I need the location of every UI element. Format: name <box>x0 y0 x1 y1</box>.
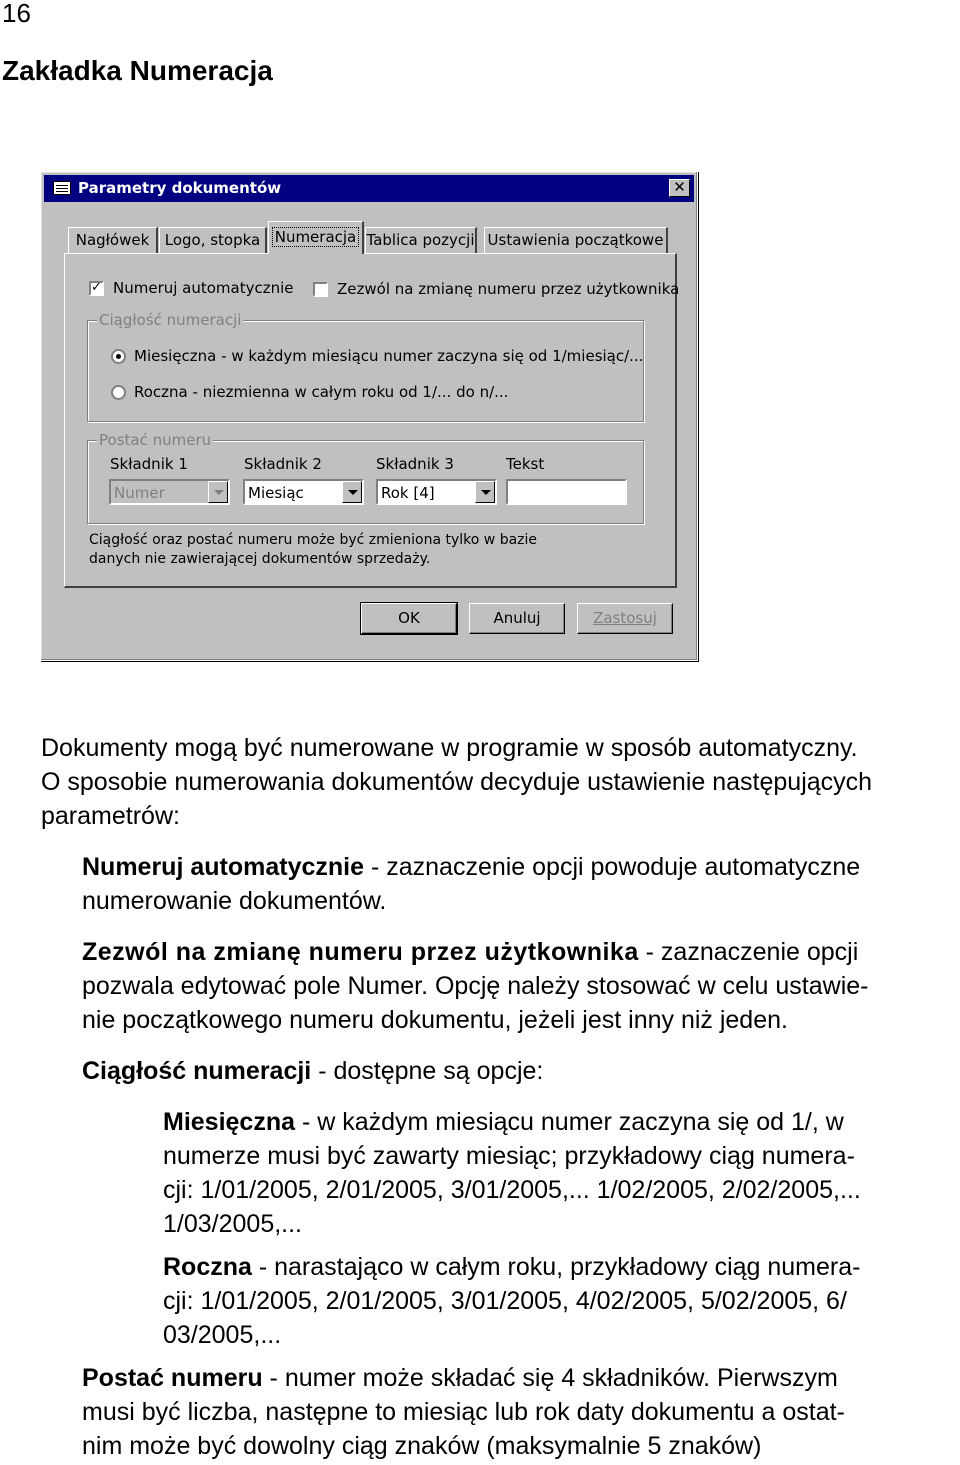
monthly-term: Miesięczna <box>163 1108 296 1136</box>
chevron-down-icon[interactable] <box>342 481 362 503</box>
component1-label: Składnik 1 <box>110 455 188 473</box>
yearly-paragraph <box>163 1250 860 1285</box>
cancel-button[interactable]: Anuluj <box>469 603 565 634</box>
auto-number-checkbox[interactable]: ✓ <box>89 281 104 296</box>
monthly-desc-4: 1/03/2005,... <box>163 1210 303 1238</box>
yearly-desc: - narastająco w całym roku, przykładowy ciąg numera- <box>251 1253 861 1281</box>
format-desc-3: nim może być dowolny ciąg znaków (maksymalnie 5 znaków) <box>82 1432 762 1460</box>
yearly-desc-3: 03/2005,... <box>163 1321 282 1349</box>
apply-button: Zastosuj <box>577 603 673 634</box>
monthly-desc: - w każdym miesiącu numer zaczyna się od 1/, w <box>295 1108 844 1136</box>
auto-number-term: Numeruj automatycznie <box>82 853 365 881</box>
number-format-group <box>87 431 644 524</box>
monthly-desc-3: cji: 1/01/2005, 2/01/2005, 3/01/2005,... 1/02/2005, 2/02/2005,... <box>163 1176 861 1204</box>
tab-label: Numeracja <box>272 227 360 247</box>
monthly-radio-label[interactable]: Miesięczna - w każdym miesiącu numer zaczyna się od 1/miesiąc/... <box>134 347 644 365</box>
allow-user-change-checkbox[interactable] <box>313 282 328 297</box>
close-button[interactable]: ✕ <box>669 179 690 197</box>
yearly-term: Roczna <box>163 1253 252 1281</box>
yearly-desc-2: cji: 1/01/2005, 2/01/2005, 3/01/2005, 4/02/2005, 5/02/2005, 6/ <box>163 1287 847 1315</box>
component3-value: Rok [4] <box>381 484 435 502</box>
text-input[interactable] <box>506 479 627 505</box>
component2-select[interactable] <box>243 479 364 505</box>
auto-number-paragraph <box>82 850 860 885</box>
yearly-radio-label[interactable]: Roczna - niezmienna w całym roku od 1/... do n/... <box>134 383 509 401</box>
user-change-paragraph <box>82 935 858 970</box>
format-paragraph <box>82 1361 838 1396</box>
continuity-desc: - dostępne są opcje: <box>311 1057 544 1085</box>
tab-logo-stopka[interactable] <box>159 227 267 253</box>
intro-line-2: O sposobie numerowania dokumentów decyduje ustawienie następujących <box>41 768 873 796</box>
monthly-radio[interactable] <box>111 349 126 364</box>
tab-naglowek[interactable] <box>68 227 158 253</box>
continuity-paragraph <box>82 1054 543 1089</box>
continuity-group-title: Ciągłość numeracji <box>99 311 242 329</box>
user-change-desc: - zaznaczenie opcji <box>638 938 859 966</box>
user-change-term: Zezwól na zmianę numeru przez użytkownika <box>82 938 639 966</box>
note-line-1: Ciągłość oraz postać numeru może być zmieniona tylko w bazie <box>89 532 538 548</box>
chevron-down-icon[interactable] <box>475 481 495 503</box>
format-desc-2: musi być liczba, następne to miesiąc lub rok daty dokumentu a ostat- <box>82 1398 845 1426</box>
note-line-2: danych nie zawierającej dokumentów sprzedaży. <box>89 551 431 567</box>
tab-ustawienia-poczatkowe[interactable] <box>484 227 668 253</box>
dialog-titlebar[interactable] <box>44 175 694 202</box>
auto-number-label[interactable]: Numeruj automatycznie <box>113 279 294 297</box>
user-change-desc-3: nie początkowego numeru dokumentu, jeżeli jest inny niż jeden. <box>82 1006 788 1034</box>
tab-label: Logo, stopka <box>164 231 261 249</box>
tab-label: Ustawienia początkowe <box>487 231 664 249</box>
component2-label: Składnik 2 <box>244 455 322 473</box>
component2-value: Miesiąc <box>248 484 304 502</box>
text-label: Tekst <box>506 455 545 473</box>
chevron-down-icon <box>208 481 228 503</box>
yearly-radio[interactable] <box>111 385 126 400</box>
tab-label: Nagłówek <box>75 231 150 249</box>
format-desc: - numer może składać się 4 składników. Pierwszym <box>262 1364 838 1392</box>
section-heading: Zakładka Numeracja <box>2 55 273 86</box>
intro-line-3: parametrów: <box>41 802 180 830</box>
window-icon <box>53 181 71 195</box>
auto-number-desc-2: numerowanie dokumentów. <box>82 887 387 915</box>
monthly-paragraph <box>163 1105 844 1140</box>
component3-label: Składnik 3 <box>376 455 454 473</box>
format-term: Postać numeru <box>82 1364 263 1392</box>
monthly-desc-2: numerze musi być zawarty miesiąc; przykładowy ciąg numera- <box>163 1142 855 1170</box>
ok-button[interactable]: OK <box>361 603 457 634</box>
allow-user-change-label[interactable]: Zezwól na zmianę numeru przez użytkownika <box>337 280 680 298</box>
tab-tablica-pozycji[interactable] <box>365 227 477 253</box>
page-number: 16 <box>2 0 31 28</box>
numeracja-panel <box>64 253 680 588</box>
tab-numeracja[interactable] <box>268 221 364 254</box>
number-format-group-title: Postać numeru <box>99 431 212 449</box>
tab-label: Tablica pozycji <box>366 231 475 249</box>
component1-select <box>109 479 230 505</box>
dialog-title: Parametry dokumentów <box>78 179 282 197</box>
parameters-dialog <box>40 171 698 661</box>
continuity-term: Ciągłość numeracji <box>82 1057 312 1085</box>
component1-value: Numer <box>114 484 165 502</box>
continuity-group <box>87 311 644 422</box>
component3-select[interactable] <box>376 479 497 505</box>
intro-line-1: Dokumenty mogą być numerowane w programie w sposób automatyczny. <box>41 734 858 762</box>
auto-number-desc: - zaznaczenie opcji powoduje automatyczne <box>364 853 861 881</box>
user-change-desc-2: pozwala edytować pole Numer. Opcję należy stosować w celu ustawie- <box>82 972 869 1000</box>
